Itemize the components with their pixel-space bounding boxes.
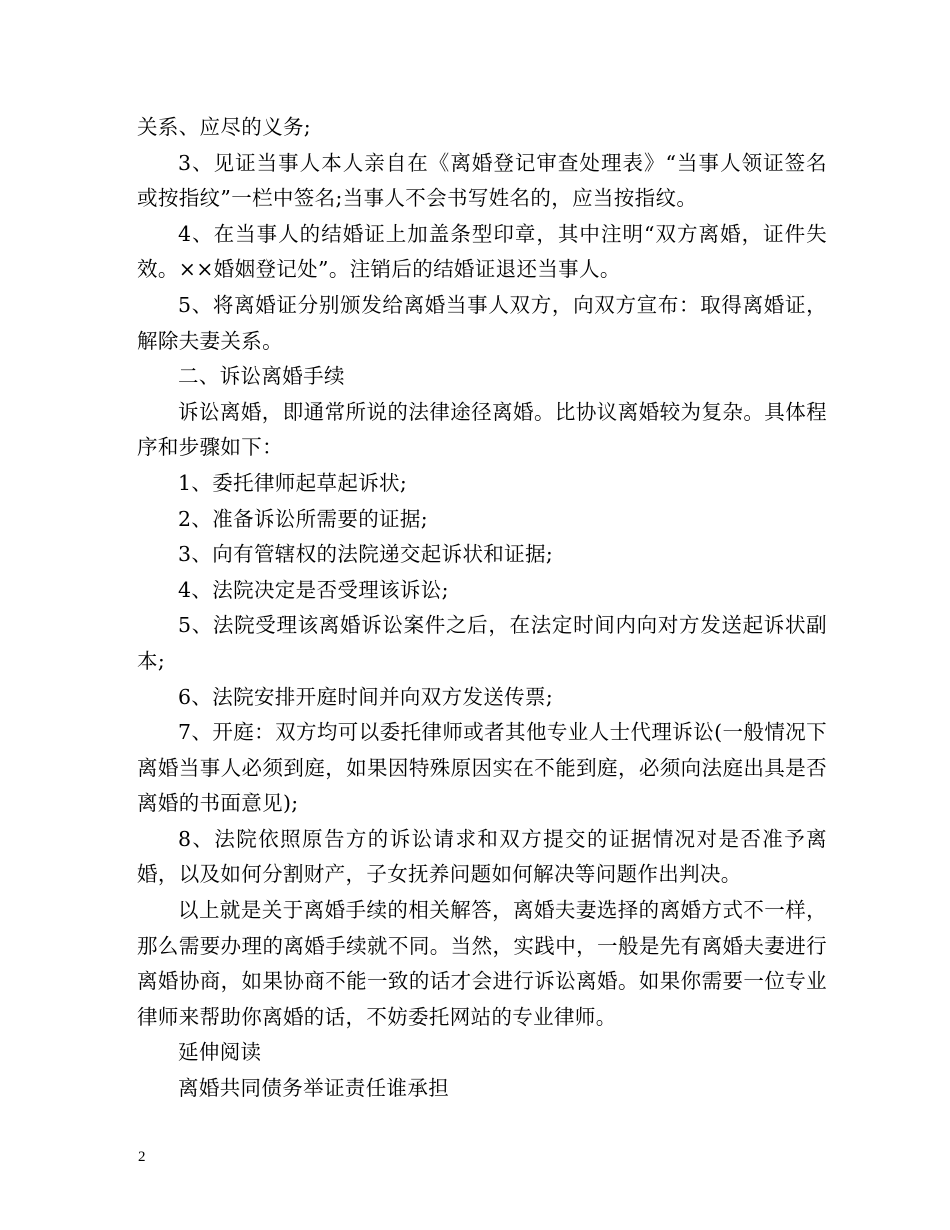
- list-item-3: 3、向有管辖权的法院递交起诉状和证据;: [178, 542, 554, 567]
- section-heading-litigation-divorce: 二、诉讼离婚手续: [178, 364, 345, 389]
- paragraph-step-4-stamp-certificate: 4、在当事人的结婚证上加盖条型印章，其中注明“双方离婚，证件失效。××婚姻登记处”。注销后的结婚证退还当事人。: [137, 221, 827, 282]
- list-item-6: 6、法院安排开庭时间并向双方发送传票;: [178, 684, 554, 709]
- paragraph-step-5-issue-certificate: 5、将离婚证分别颁发给离婚当事人双方，向双方宣布：取得离婚证，解除夫妻关系。: [137, 292, 827, 353]
- further-reading-heading: 延伸阅读: [178, 1040, 262, 1065]
- further-reading-title: 离婚共同债务举证责任谁承担: [178, 1076, 450, 1101]
- list-item-7: 7、开庭：双方均可以委托律师或者其他专业人士代理诉讼(一般情况下离婚当事人必须到庭，如果因特殊原因实在不能到庭，必须向法庭出具是否离婚的书面意见);: [137, 720, 827, 816]
- paragraph-continuation: 关系、应尽的义务;: [137, 115, 312, 139]
- document-body: [137, 110, 827, 1107]
- list-item-1: 1、委托律师起草起诉状;: [178, 470, 408, 495]
- list-item-2: 2、准备诉讼所需要的证据;: [178, 506, 428, 531]
- list-item-8: 8、法院依照原告方的诉讼请求和双方提交的证据情况对是否准予离婚，以及如何分割财产，子女抚养问题如何解决等问题作出判决。: [137, 826, 827, 887]
- list-item-4: 4、法院决定是否受理该诉讼;: [178, 577, 449, 602]
- paragraph-litigation-intro: 诉讼离婚，即通常所说的法律途径离婚。比协议离婚较为复杂。具体程序和步骤如下：: [137, 399, 827, 460]
- list-item-5: 5、法院受理该离婚诉讼案件之后，在法定时间内向对方发送起诉状副本;: [137, 613, 827, 673]
- page-number: 2: [138, 1149, 146, 1165]
- paragraph-summary: 以上就是关于离婚手续的相关解答，离婚夫妻选择的离婚方式不一样，那么需要办理的离婚手续就不同。当然，实践中，一般是先有离婚夫妻进行离婚协商，如果协商不能一致的话才会进行诉讼离婚。如果你需要一位专业律师来帮助你离婚的话，不妨委托网站的专业律师。: [137, 898, 827, 1029]
- paragraph-step-3-witness-signature: 3、见证当事人本人亲自在《离婚登记审查处理表》“当事人领证签名或按指纹”一栏中签名;当事人不会书写姓名的，应当按指纹。: [137, 150, 827, 211]
